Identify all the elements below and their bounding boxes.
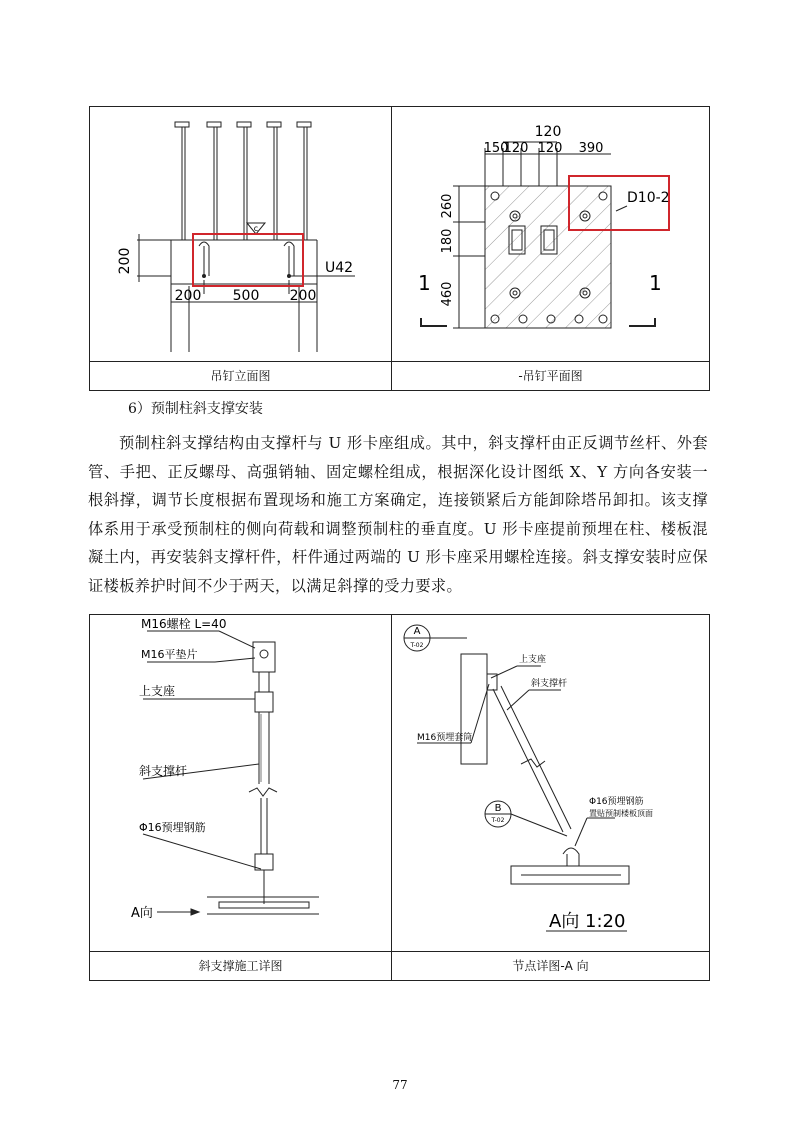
- caption-brace-detail: 斜支撑施工详图: [198, 959, 283, 973]
- label-brace-rod: 斜支撑杆: [531, 679, 568, 689]
- dim-d4: 390: [578, 141, 604, 156]
- body-paragraph: 预制柱斜支撑结构由支撑杆与 U 形卡座组成。其中，斜支撑杆由正反调节丝杆、外套管、手把、正反螺母、高强销轴、固定螺栓组成，根据深化设计图纸 X、Y 方向各安装一根斜撑，调节长度根据布置现场和施工方案确定，连接锁紧后方能卸除塔吊卸扣。该支撑体系用于承受预制柱的侧向荷载和调整预制柱的垂直度。U 形卡座提前预埋在柱、楼板混凝土内，再安装斜支撑杆件，杆件通过两端的 U 形卡座采用螺栓连接。斜支撑安装时应保证楼板养护时间不少于两天，以满足斜撑的受力要求。: [88, 434, 708, 595]
- caption-hanger-elevation: 吊钉立面图: [210, 369, 271, 383]
- label-rebar: Φ16预埋钢筋: [589, 797, 644, 807]
- section-mark-left: 1: [418, 271, 431, 295]
- dim-d3: 120: [537, 141, 563, 156]
- label-rebar-note: 置贴预制楼板顶面: [589, 809, 653, 818]
- label-bolt: M16螺栓 L=40: [141, 617, 227, 631]
- caption-node-detail: 节点详图-A 向: [512, 959, 589, 973]
- marker-label: c: [253, 224, 259, 233]
- label-direction: A向: [131, 906, 153, 921]
- dim-d2: 120: [503, 141, 529, 156]
- tag-a-sub: T-02: [410, 642, 424, 649]
- label-brace-rod: 斜支撑杆: [139, 764, 188, 778]
- brace-detail-drawing: [89, 614, 392, 952]
- page-number: 77: [392, 1078, 408, 1092]
- node-detail-drawing: [391, 614, 710, 952]
- label-rebar: Φ16预埋钢筋: [139, 821, 206, 834]
- dim-top: 120: [534, 124, 562, 140]
- tag-b-sub: T-02: [491, 817, 505, 824]
- scale-label: A向 1:20: [549, 911, 626, 932]
- caption-hanger-plan: -吊钉平面图: [518, 369, 583, 383]
- callout-label: D10-2: [627, 190, 670, 206]
- section-mark-right: 1: [649, 271, 662, 295]
- dim-right: 200: [289, 288, 317, 304]
- section-heading: 6）预制柱斜支撑安装: [128, 401, 263, 417]
- rebar-label: U42: [325, 260, 354, 276]
- tag-b: B: [494, 803, 502, 814]
- precast-slab: [485, 186, 611, 328]
- label-upper-support: 上支座: [139, 684, 176, 698]
- dim-height: 200: [117, 247, 133, 275]
- hanger-elevation-drawing: [89, 106, 392, 362]
- dim-left: 200: [174, 288, 202, 304]
- label-upper-support: 上支座: [519, 655, 547, 665]
- label-embedded-sleeve: M16预埋套筒: [417, 733, 473, 743]
- dim-v3: 460: [440, 281, 455, 307]
- tag-a: A: [413, 626, 421, 637]
- hanger-rods: [175, 122, 311, 240]
- label-washer: M16平垫片: [141, 648, 198, 661]
- dim-v1: 260: [440, 193, 455, 219]
- dim-v2: 180: [440, 228, 455, 254]
- dim-middle: 500: [232, 288, 260, 304]
- dim-d1: 150: [483, 141, 509, 156]
- hanger-plan-drawing: [391, 106, 710, 362]
